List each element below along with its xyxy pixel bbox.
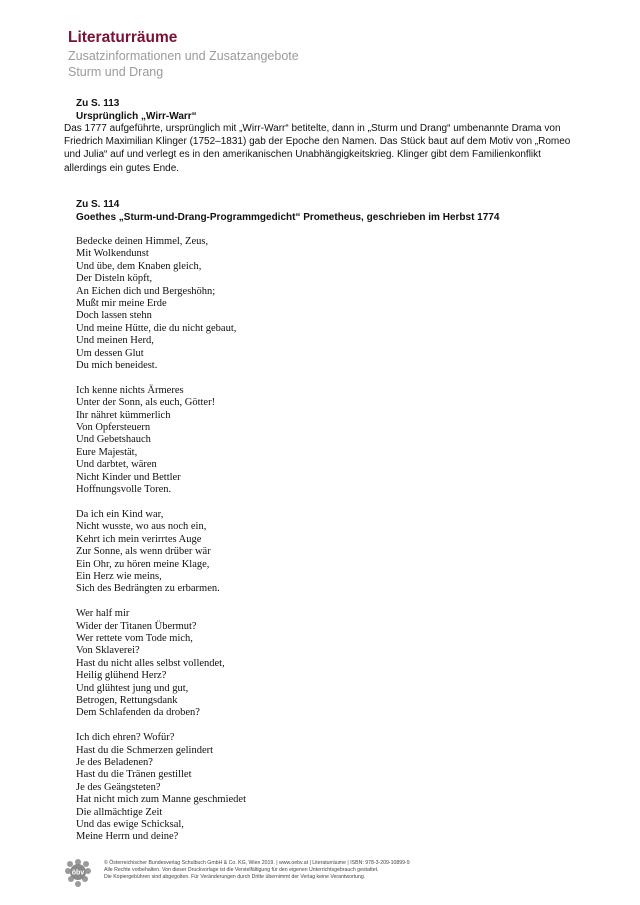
header-subtitle: Zusatzinformationen und Zusatzangebote xyxy=(68,49,299,63)
poem-line: Doch lassen stehn xyxy=(76,310,152,322)
section-1-heading xyxy=(76,97,197,123)
poem-line: Hoffnungsvolle Toren. xyxy=(76,484,172,496)
poem-line: Ihr nähret kümmerlich xyxy=(76,409,171,421)
poem-line: Der Disteln köpft, xyxy=(76,273,153,285)
poem-line: Und das ewige Schicksal, xyxy=(76,819,184,831)
section-1-title: Ursprünglich „Wirr-Warr“ xyxy=(76,111,197,122)
poem-line: Ein Herz wie meins, xyxy=(76,570,162,582)
poem-line: Du mich beneidest. xyxy=(76,360,158,372)
copyright-notice xyxy=(104,860,410,881)
poem-line: Mußt mir meine Erde xyxy=(76,298,167,310)
poem-line: Wider der Titanen Übermut? xyxy=(76,620,197,632)
poem-line: Und glühtest jung und gut, xyxy=(76,682,189,694)
section-2-heading xyxy=(76,198,499,224)
poem-line: Je des Beladenen? xyxy=(76,757,153,768)
poem-line: Hast du nicht alles selbst vollendet, xyxy=(76,657,225,669)
copyright-line-1: © Österreichischer Bundesverlag Schulbuch GmbH & Co. KG, Wien 2019. | www.oebv.at | Literaturräume | ISBN: 978-3-209-10899-9 xyxy=(104,860,410,866)
page-header xyxy=(68,28,299,80)
poem-line: Ein Ohr, zu hören meine Klage, xyxy=(76,558,210,570)
poem-line: Eure Majestät, xyxy=(76,446,138,458)
brand-title: Literaturräume xyxy=(68,29,178,46)
poem-line: Ich dich ehren? Wofür? xyxy=(76,732,175,744)
poem-line: Betrogen, Rettungsdank xyxy=(76,694,178,706)
poem-line: Bedecke deinen Himmel, Zeus, xyxy=(76,236,209,247)
poem-line: Und meinen Herd, xyxy=(76,335,154,347)
copyright-line-2: Alle Rechte vorbehalten. Von dieser Druckvorlage ist die Vervielfältigung für den eigenen Unterrichtsgebrauch gestattet. xyxy=(104,867,379,873)
copyright-line-3: Die Kopiergebühren sind abgegolten. Für Veränderungen durch Dritte übernimmt der Verlag keine Verantwortung. xyxy=(104,874,366,880)
poem-line: Wer half mir xyxy=(76,608,130,620)
poem-stanza xyxy=(76,608,246,720)
section-1-page-ref: Zu S. 113 xyxy=(76,98,120,109)
poem-line: Da ich ein Kind war, xyxy=(76,508,164,520)
section-2-title: Goethes „Sturm-und-Drang-Programmgedicht“ Prometheus, geschrieben im Herbst 1774 xyxy=(76,212,500,223)
poem-line: Und darbtet, wären xyxy=(76,459,157,471)
poem-stanza xyxy=(76,385,246,497)
section-2-page-ref: Zu S. 114 xyxy=(76,199,120,210)
poem-line: Hast du die Tränen gestillet xyxy=(76,769,192,781)
poem-line: Zur Sonne, als wenn drüber wär xyxy=(76,546,211,558)
poem-line: Unter der Sonn, als euch, Götter! xyxy=(76,397,216,409)
poem-line: Hat nicht mich zum Manne geschmiedet xyxy=(76,794,246,806)
header-topic: Sturm und Drang xyxy=(68,65,164,79)
poem-line: Wer rettete vom Tode mich, xyxy=(76,632,193,644)
poem-line: Mit Wolkendunst xyxy=(76,248,149,260)
poem-line: Meine Herrn und deine? xyxy=(76,831,179,843)
poem-line: Und meine Hütte, die du nicht gebaut, xyxy=(76,322,237,334)
publisher-logo xyxy=(62,858,96,890)
poem-line: Sich des Bedrängten zu erbarmen. xyxy=(76,583,220,595)
poem-line: Um dessen Glut xyxy=(76,347,144,359)
poem-stanza xyxy=(76,236,246,372)
poem-line: Und übe, dem Knaben gleich, xyxy=(76,260,202,272)
poem-stanza xyxy=(76,509,246,596)
poem-prometheus xyxy=(76,236,246,856)
poem-line: Nicht Kinder und Bettler xyxy=(76,471,181,483)
poem-line: An Eichen dich und Bergeshöhn; xyxy=(76,285,216,297)
poem-line: Nicht wusste, wo aus noch ein, xyxy=(76,521,207,533)
poem-stanza xyxy=(76,732,246,844)
poem-line: Kehrt ich mein verirrtes Auge xyxy=(76,533,202,545)
poem-line: Ich kenne nichts Ärmeres xyxy=(76,384,184,396)
poem-line: Heilig glühend Herz? xyxy=(76,670,167,682)
poem-line: Von Opfersteuern xyxy=(76,422,151,434)
section-1-text: Das 1777 aufgeführte, ursprünglich mit „Wirr-Warr“ betitelte, dann in „Sturm und Drang“ umbenannte Drama von Friedrich Maximilian Klinger (1752–1831) gab der Epoche den Namen. Das Stück baut auf dem Motiv von „Romeo und Julia“ auf und verlegt es in den amerikanischen Unabhängigkeitskrieg. Klinger gibt dem Familienkonflikt allerdings ein gutes Ende. xyxy=(64,123,571,174)
poem-line: Von Sklaverei? xyxy=(76,645,140,657)
poem-line: Die allmächtige Zeit xyxy=(76,806,163,818)
poem-line: Und Gebetshauch xyxy=(76,434,151,446)
page-footer xyxy=(62,858,582,898)
logo-text: öbv xyxy=(71,869,85,877)
poem-line: Hast du die Schmerzen gelindert xyxy=(76,744,214,756)
poem-line: Dem Schlafenden da droben? xyxy=(76,707,200,719)
poem-line: Je des Geängsteten? xyxy=(76,781,161,793)
